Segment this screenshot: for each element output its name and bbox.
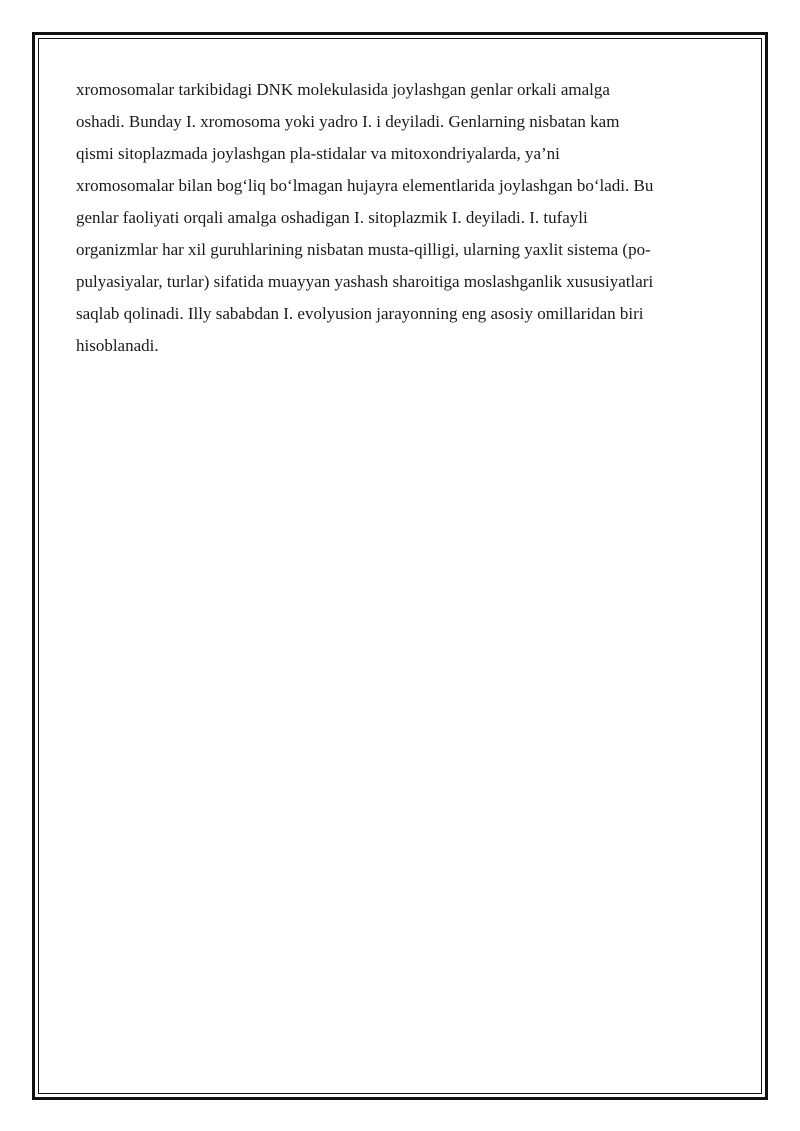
text-line-8: saqlab qolinadi. Illy sababdan I. evolyusion jarayonning eng asosiy omillaridan biri [76,304,644,323]
text-line-9: hisoblanadi. [76,336,159,355]
text-line-7: pulyasiyalar, turlar) sifatida muayyan yashash sharoitiga moslashganlik xususiyatlari [76,272,654,291]
text-line-2: oshadi. Bunday I. xromosoma yoki yadro I. i deyiladi. Genlarning nisbatan kam [76,112,620,131]
body-paragraph [76,74,722,362]
text-line-1: xromosomalar tarkibidagi DNK molekulasida joylashgan genlar orkali amalga [76,80,610,99]
text-line-6: organizmlar har xil guruhlarining nisbatan musta-qilligi, ularning yaxlit sistema (po- [76,240,651,259]
text-line-4: xromosomalar bilan bog‘liq bo‘lmagan hujayra elementlarida joylashgan bo‘ladi. Bu [76,176,654,195]
text-line-3: qismi sitoplazmada joylashgan pla-stidalar va mitoxondriyalarda, ya’ni [76,144,560,163]
text-line-5: genlar faoliyati orqali amalga oshadigan I. sitoplazmik I. deyiladi. I. tufayli [76,208,588,227]
